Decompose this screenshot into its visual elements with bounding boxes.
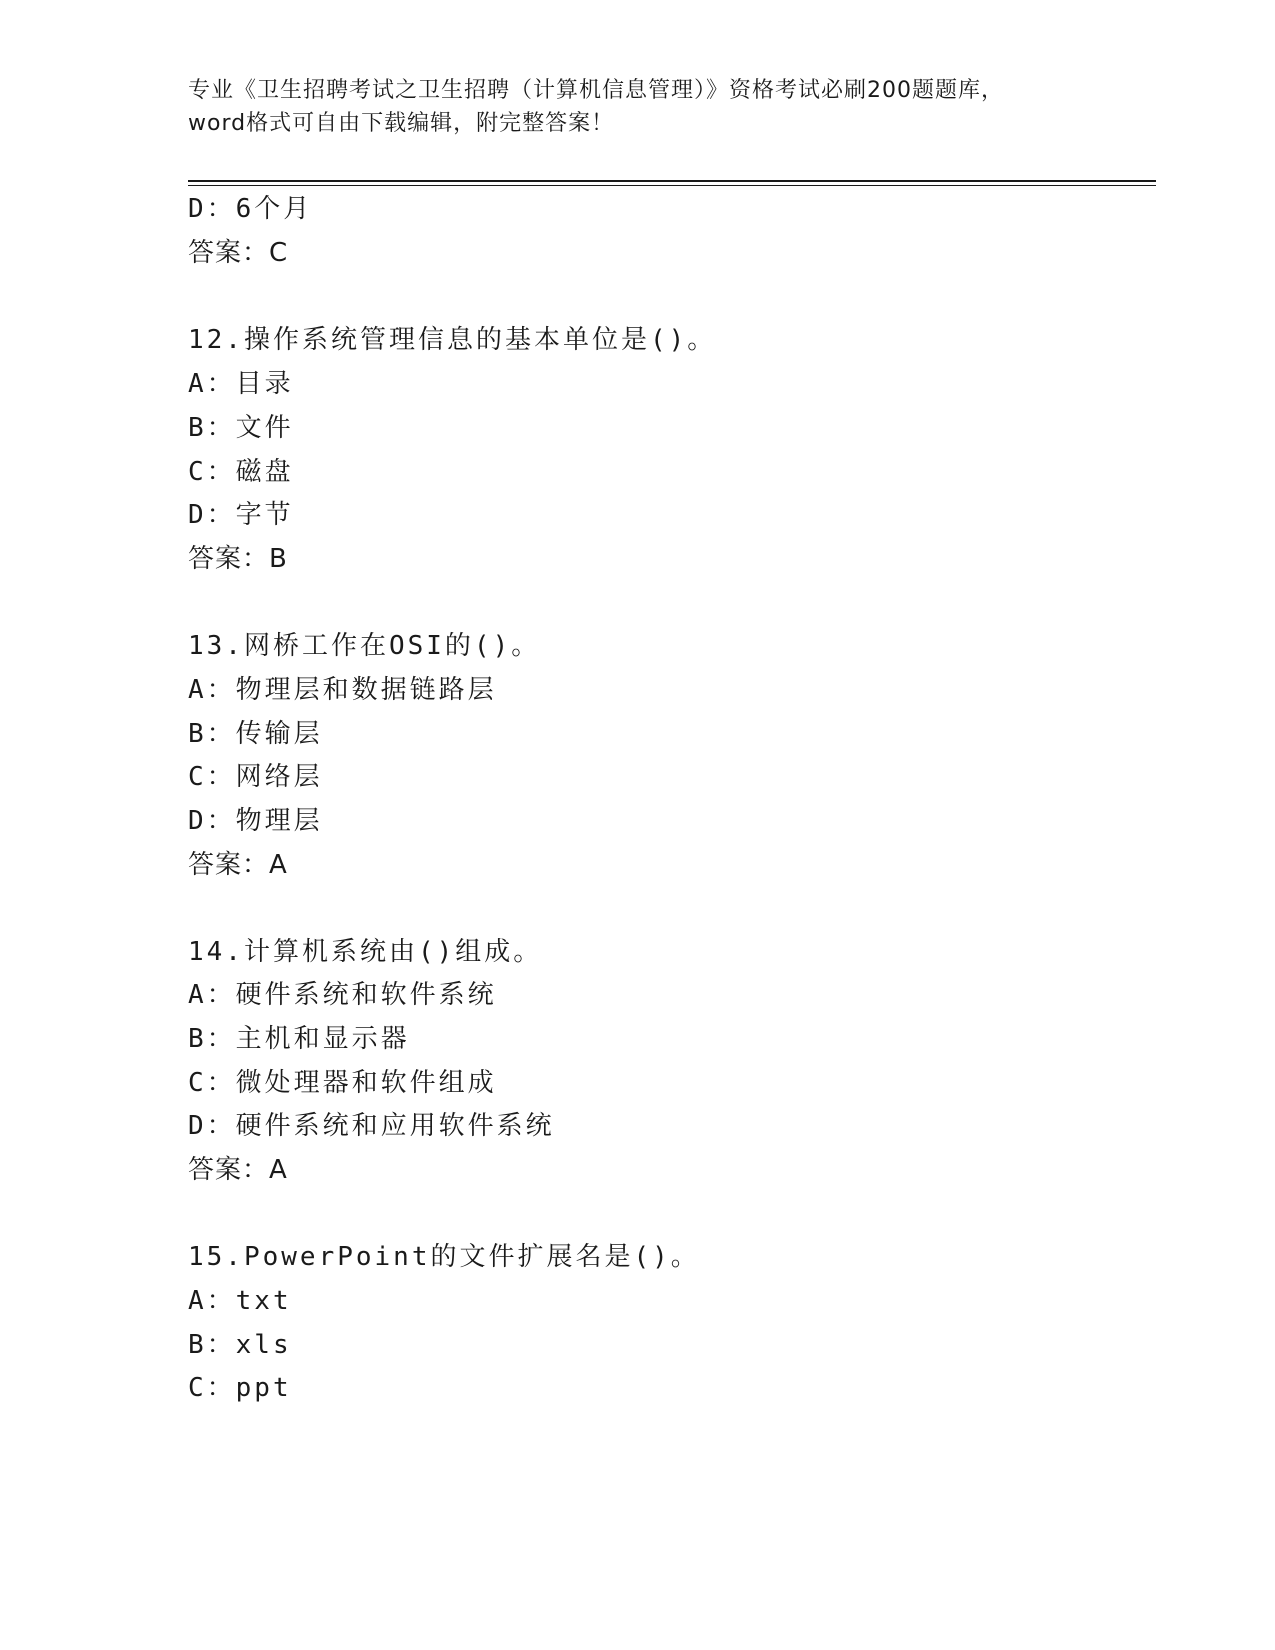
question-stem: 15.PowerPoint的文件扩展名是()。: [188, 1242, 700, 1272]
answer-line: 答案：A: [188, 850, 288, 880]
option-c: C：磁盘: [188, 457, 294, 487]
answer-line: 答案：B: [188, 544, 288, 574]
option-c: C：微处理器和软件组成: [188, 1068, 497, 1098]
option-a: A：目录: [188, 369, 294, 399]
answer-line: 答案：C: [188, 238, 289, 268]
question-stem: 13.网桥工作在OSI的()。: [188, 631, 541, 661]
question-stem: 14.计算机系统由()组成。: [188, 937, 543, 967]
option-d: D：字节: [188, 500, 294, 530]
option-b: B：xls: [188, 1330, 292, 1360]
option-a: A：txt: [188, 1286, 292, 1316]
option-b: B：传输层: [188, 719, 323, 749]
question-stem: 12.操作系统管理信息的基本单位是()。: [188, 325, 717, 355]
header-divider-thin: [188, 185, 1156, 186]
option-b: B：文件: [188, 413, 294, 443]
option-c: C：ppt: [188, 1373, 292, 1403]
header-line-1: 专业《卫生招聘考试之卫生招聘（计算机信息管理）》资格考试必刷200题题库，: [188, 78, 1004, 103]
document-header: [188, 74, 1088, 140]
option-c: C：网络层: [188, 762, 323, 792]
option-d: D：物理层: [188, 806, 323, 836]
option-b: B：主机和显示器: [188, 1024, 410, 1054]
option-a: A：物理层和数据链路层: [188, 675, 497, 705]
header-divider-thick: [188, 180, 1156, 182]
option-d: D：硬件系统和应用软件系统: [188, 1111, 555, 1141]
option-a: A：硬件系统和软件系统: [188, 980, 497, 1010]
answer-line: 答案：A: [188, 1155, 288, 1185]
option-d: D：6个月: [188, 194, 313, 224]
header-line-2: word格式可自由下载编辑，附完整答案！: [188, 111, 615, 136]
